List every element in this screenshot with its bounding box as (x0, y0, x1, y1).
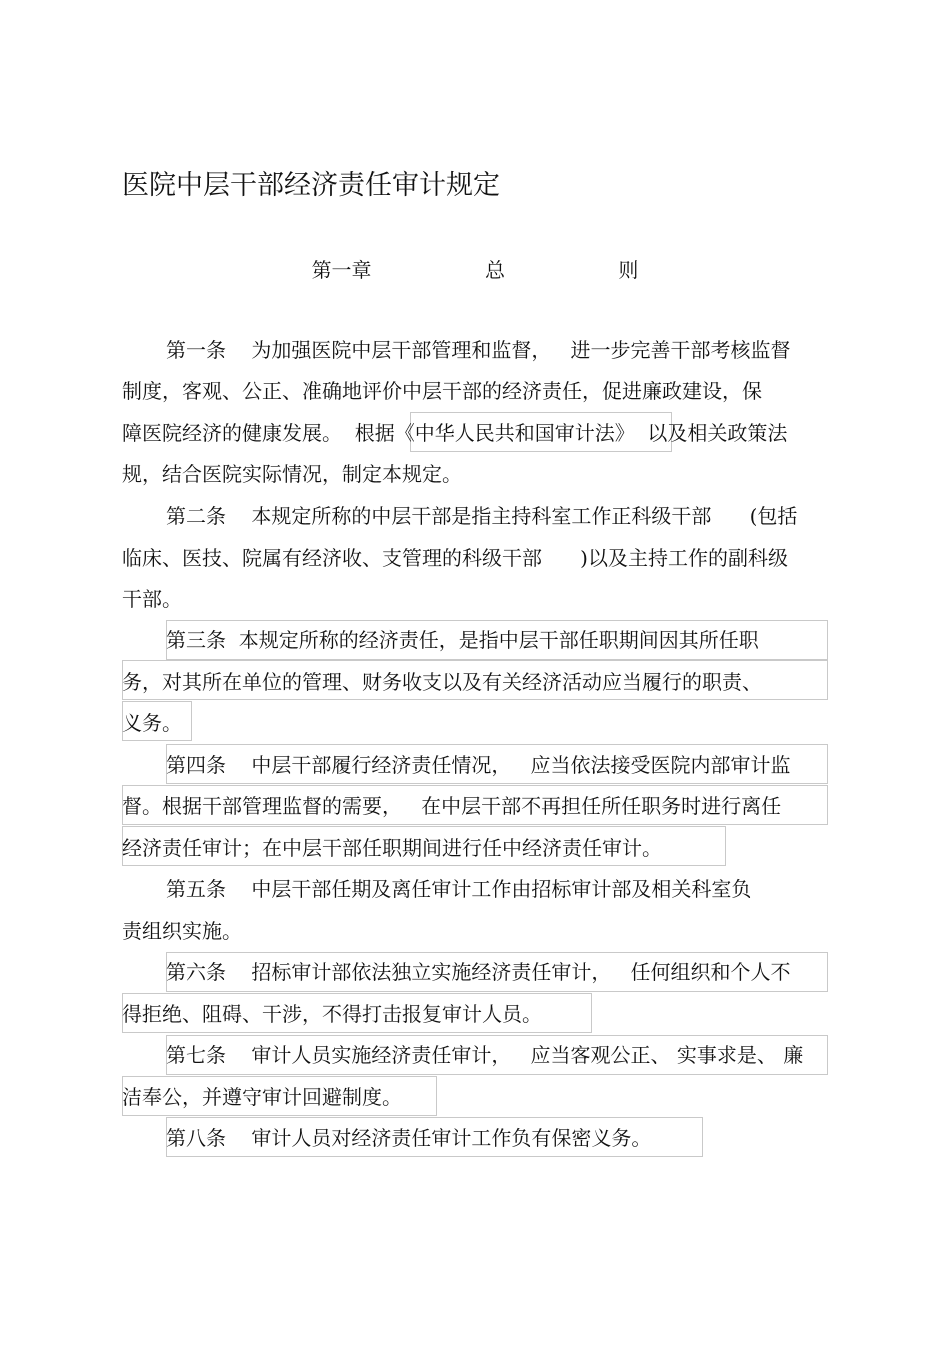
text-line: 得拒绝、阻碍、干涉，不得打击报复审计人员。 (122, 1002, 542, 1026)
text-line: 责组织实施。 (122, 919, 242, 943)
document-title: 医院中层干部经济责任审计规定 (122, 170, 500, 201)
text-line: 经济责任审计；在中层干部任职期间进行任中经济责任审计。 (122, 836, 662, 860)
text-line: 第二条 本规定所称的中层干部是指主持科室工作正科级干部 (包括 (166, 504, 798, 528)
text-line: 务，对其所在单位的管理、财务收支以及有关经济活动应当履行的职责、 (122, 670, 762, 694)
text-line: 规，结合医院实际情况，制定本规定。 (122, 462, 462, 486)
text-line: 督。根据干部管理监督的需要， 在中层干部不再担任所任职务时进行离任 (122, 794, 782, 818)
text-line: 第七条 审计人员实施经济责任审计， 应当客观公正、 实事求是、 廉 (166, 1043, 804, 1067)
text-line: 第一条 为加强医院中层干部管理和监督， 进一步完善干部考核监督 (166, 338, 791, 362)
text-line: 第八条 审计人员对经济责任审计工作负有保密义务。 (166, 1126, 652, 1150)
text-line: 制度，客观、公正、准确地评价中层干部的经济责任，促进廉政建设，保 (122, 379, 762, 403)
text-line: 第六条 招标审计部依法独立实施经济责任审计， 任何组织和个人不 (166, 960, 791, 984)
text-line: 洁奉公，并遵守审计回避制度。 (122, 1085, 402, 1109)
text-line: 第四条 中层干部履行经济责任情况， 应当依法接受医院内部审计监 (166, 753, 791, 777)
text-line: 第三条 本规定所称的经济责任，是指中层干部任职期间因其所任职 (166, 628, 759, 652)
text-line: 临床、医技、院属有经济收、支管理的科级干部 )以及主持工作的副科级 (122, 546, 788, 570)
chapter-heading: 第一章 总 则 (311, 258, 639, 282)
text-line: 第五条 中层干部任期及离任审计工作由招标审计部及相关科室负 (166, 877, 752, 901)
text-line: 干部。 (122, 587, 182, 611)
text-line: 障医院经济的健康发展。 根据《中华人民共和国审计法》 以及相关政策法 (122, 421, 788, 445)
text-line: 义务。 (122, 711, 182, 735)
